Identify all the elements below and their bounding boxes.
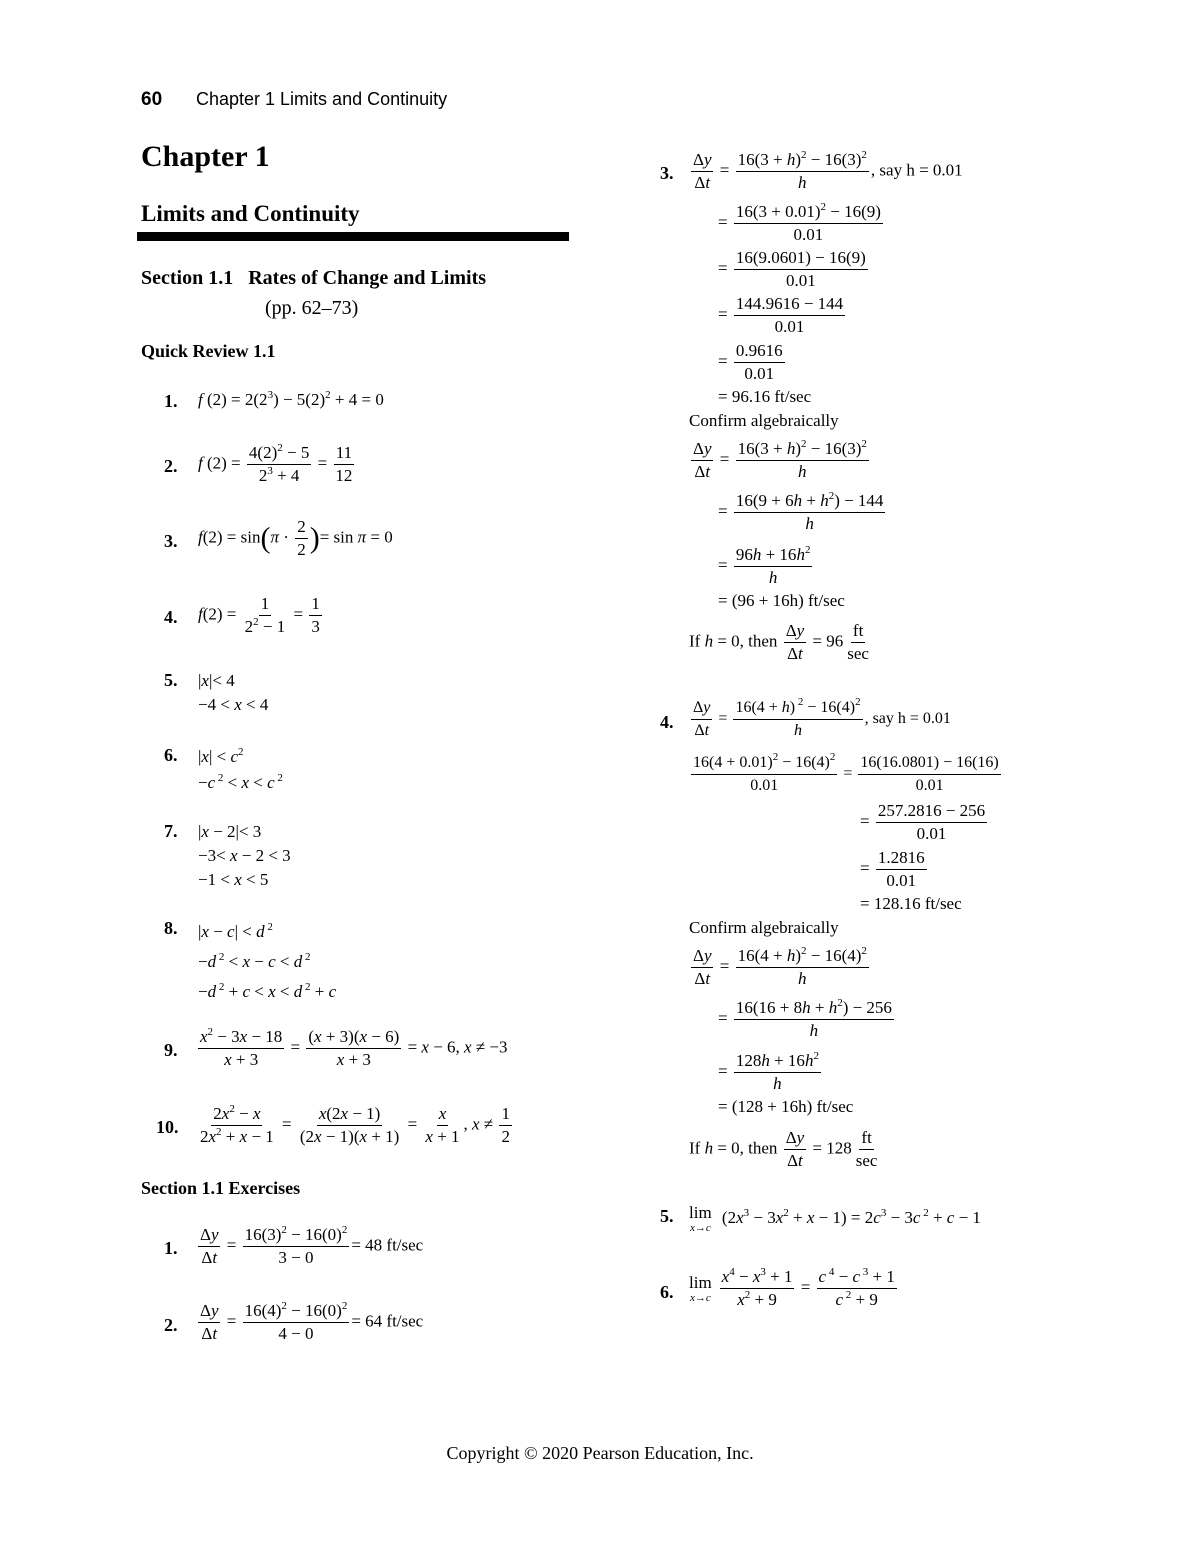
qr-number-10: 10. (156, 1117, 179, 1137)
ex-expr-1: $\frac{\Delta y}{\Delta t}$ = $\frac{16(3)^2 - 16(0)^2}{3 - 0}$ = 48 ft/sec (200, 1224, 424, 1267)
ex3-result: = 96.16 ft/sec (718, 387, 812, 406)
qr-number-2: 2. (164, 456, 178, 476)
qr-expr-6: $|x| < c^2$ −c $^2$ < x < c $^2$ (198, 746, 283, 792)
ex-number-4: 4. (660, 712, 674, 732)
ex4-say: , say h = 0.01 (864, 710, 951, 728)
qr-number-6: 6. (164, 745, 178, 765)
chapter-rule (137, 232, 569, 241)
qr-expr-2: f (2) = $\frac{4(2)^2 - 5}{2^3 + 4}$ = $\frac{11}{12}$ (198, 442, 353, 485)
ex4-limit-value: = 128 (812, 1138, 852, 1158)
ex3-limit: If h = 0, then $\frac{\Delta y}{\Delta t}$ = 96 $\frac{ft}{\sec}$ (689, 621, 869, 663)
qr-expr-8: |x − c| < d $^2$ −d $^2$ < x − c < d $^2$ −d $^2$ + c < x < d $^2$ + c (198, 921, 337, 1001)
qr-expr-4: f(2) = $\frac{1}{2^2 - 1}$ = $\frac{1}{3}$ (198, 594, 320, 636)
ex3-line-4: = $\frac{144.9616 - 144}{0.01}$ (718, 294, 844, 336)
ex3-alg-3: = $\frac{96h + 16h^2}{h}$ (718, 544, 811, 587)
ex4-confirm-label: Confirm algebraically (689, 918, 839, 937)
ex4-line-1: $\frac{\Delta y}{\Delta t}$ = $\frac{16(4 + h) ^2 - 16(4)^2}{h}$ , say h = 0.01 (693, 696, 951, 739)
exercises-heading: Section 1.1 Exercises (141, 1178, 301, 1198)
copyright-footer: Copyright © 2020 Pearson Education, Inc. (446, 1443, 754, 1463)
section-title: Section 1.1 Rates of Change and Limits (141, 267, 487, 289)
ex3-limit-value: = 96 (812, 631, 844, 651)
ex3-alg-result: = (96 + 16h) ft/sec (718, 591, 845, 610)
qr-expr-3: f(2) = sin(π · $\frac{2}{2}$ )= sin π = 0 (198, 517, 393, 559)
ex-number-6: 6. (660, 1282, 674, 1302)
qr-expr-9: $\frac{x^2 - 3x - 18}{x + 3}$ = $\frac{(x + 3)(x - 6)}{x + 3}$ = x − 6, x ≠ −3 (200, 1026, 508, 1069)
ex3-confirm-label: Confirm algebraically (689, 411, 839, 430)
ex3-line-1: $\frac{\Delta y}{\Delta t}$ = $\frac{16(3 + h)^2 - 16(3)^2}{h}$ , say h = 0.01 (693, 149, 963, 192)
ex3-alg-1: $\frac{\Delta y}{\Delta t}$ = $\frac{16(3 + h)^2 - 16(3)^2}{h}$ (693, 438, 867, 481)
ex5-expr: lim x→c $(2x^3 - 3x^2 + x - 1) = 2c^3 - 3c$ $^2$ + c − 1 (689, 1203, 981, 1234)
ex3-line-5: = $\frac{0.9616}{0.01}$ (718, 341, 783, 383)
ex4-alg-3: = $\frac{128h + 16h^2}{h}$ (718, 1050, 819, 1093)
quick-review-heading: Quick Review 1.1 (141, 341, 276, 361)
chapter-title: Chapter 1 (141, 140, 270, 173)
ex4-line-3: = $\frac{257.2816 - 256}{0.01}$ (860, 801, 986, 843)
ex4-line-2: $\frac{16(4 + 0.01)^2 - 16(4)^2}{0.01}$ = $\frac{16(16.0801) - 16(16)}{0.01}$ (693, 751, 999, 794)
qr-expr-10: $\frac{2x^2 - x}{2x^2 + x - 1}$ = $\frac{x(2x - 1)}{(2x - 1)(x + 1)}$ = $\frac{x}{x + 1}$ , x ≠ $\frac{1}{2}$ (200, 1103, 510, 1146)
ex-expr-2: $\frac{\Delta y}{\Delta t}$ = $\frac{16(4)^2 - 16(0)^2}{4 - 0}$ = 64 ft/sec (200, 1300, 424, 1343)
qr-expr-7: |x − 2|< 3 −3< x − 2 < 3 −1 < x < 5 (198, 822, 291, 889)
ex4-line-4: = $\frac{1.2816}{0.01}$ (860, 848, 925, 890)
ex4-alg-result: = (128 + 16h) ft/sec (718, 1097, 854, 1116)
qr-expr-1: f $(2) = 2(2^3) - 5(2)^2 + 4 = 0$ (198, 389, 384, 409)
ex4-alg-2: = $\frac{16(16 + 8h + h^2) - 256}{h}$ (718, 997, 892, 1040)
ex4-alg-1: $\frac{\Delta y}{\Delta t}$ = $\frac{16(4 + h)^2 - 16(4)^2}{h}$ (693, 945, 867, 988)
ex3-say: , say h = 0.01 (870, 160, 963, 180)
ex6-expr: lim x→c $\frac{x^4 - x^3 + 1}{x^2 + 9}$ = $\frac{c ^4 - c ^3 + 1}{c ^2 + 9}$ (689, 1266, 895, 1309)
ex3-line-2: = $\frac{16(3 + 0.01)^2 - 16(9)}{0.01}$ (718, 201, 881, 244)
ex2-result: = 64 ft/sec (351, 1311, 424, 1331)
ex4-result: = 128.16 ft/sec (860, 894, 962, 913)
ex-number-2: 2. (164, 1315, 178, 1335)
ex3-alg-2: = $\frac{16(9 + 6h + h^2) - 144}{h}$ (718, 490, 884, 533)
ex4-limit: If h = 0, then $\frac{\Delta y}{\Delta t}$ = 128 $\frac{ft}{\sec}$ (689, 1128, 878, 1170)
section-pages: (pp. 62–73) (265, 297, 359, 319)
ex3-line-3: = $\frac{16(9.0601) - 16(9)}{0.01}$ (718, 248, 866, 290)
chapter-subtitle: Limits and Continuity (141, 201, 360, 226)
running-title: Chapter 1 Limits and Continuity (196, 89, 448, 109)
ex-number-5: 5. (660, 1206, 674, 1226)
qr-number-4: 4. (164, 607, 178, 627)
ex-number-1: 1. (164, 1238, 178, 1258)
ex1-result: = 48 ft/sec (351, 1235, 424, 1255)
page-number: 60 (141, 89, 163, 110)
qr-expr-5: |x|< 4 −4 < x < 4 (198, 671, 269, 714)
qr-number-8: 8. (164, 918, 178, 938)
qr-number-7: 7. (164, 821, 178, 841)
qr-number-9: 9. (164, 1040, 178, 1060)
qr-number-5: 5. (164, 670, 178, 690)
qr-number-1: 1. (164, 391, 178, 411)
qr-number-3: 3. (164, 531, 178, 551)
ex-number-3: 3. (660, 163, 674, 183)
